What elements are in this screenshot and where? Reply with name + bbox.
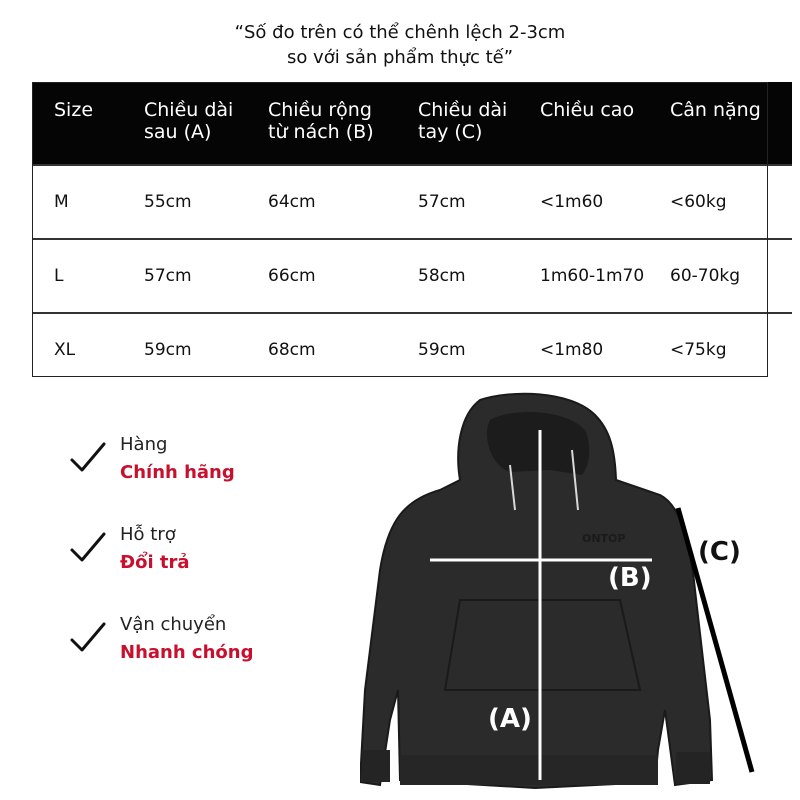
feature-value: Chính hãng — [120, 462, 235, 483]
cell-back-length: 55cm — [144, 165, 268, 239]
feature-value: Đổi trả — [120, 552, 190, 573]
cell-chest-width: 66cm — [268, 239, 418, 313]
cell-weight: <60kg — [670, 165, 792, 239]
label-b: (B) — [608, 563, 652, 593]
cell-back-length: 57cm — [144, 239, 268, 313]
note-line-2: so với sản phẩm thực tế” — [286, 47, 514, 68]
feature-label: Hỗ trợ — [120, 524, 176, 545]
left-cuff — [362, 750, 390, 782]
measurement-note — [0, 20, 800, 70]
header-chest-width: Chiều rộng từ nách (B) — [268, 82, 418, 165]
table-row — [32, 313, 792, 386]
feature-label: Hàng — [120, 434, 168, 455]
label-c: (C) — [698, 537, 741, 567]
cell-chest-width: 68cm — [268, 313, 418, 386]
cell-size: L — [32, 239, 144, 313]
feature-list — [60, 430, 320, 700]
label-a: (A) — [488, 704, 532, 734]
waistband — [400, 755, 658, 785]
table-row — [32, 239, 792, 313]
header-sleeve-length: Chiều dài tay (C) — [418, 82, 540, 165]
cell-sleeve-length: 59cm — [418, 313, 540, 386]
note-line-1: “Số đo trên có thể chênh lệch 2-3cm — [234, 22, 566, 43]
header-weight: Cân nặng — [670, 82, 792, 165]
feature-value: Nhanh chóng — [120, 642, 254, 663]
size-chart-table — [32, 82, 792, 386]
header-height: Chiều cao — [540, 82, 670, 165]
header-size: Size — [32, 82, 144, 165]
table-header-row — [32, 82, 792, 165]
cell-weight: 60-70kg — [670, 239, 792, 313]
cell-back-length: 59cm — [144, 313, 268, 386]
checkmark-icon — [68, 438, 108, 478]
cell-height: <1m80 — [540, 313, 670, 386]
cell-height: <1m60 — [540, 165, 670, 239]
hoodie-diagram — [360, 390, 780, 795]
feature-authentic — [60, 430, 320, 520]
feature-shipping — [60, 610, 320, 700]
feature-returns — [60, 520, 320, 610]
feature-label: Vận chuyển — [120, 614, 227, 635]
cell-sleeve-length: 58cm — [418, 239, 540, 313]
cell-weight: <75kg — [670, 313, 792, 386]
cell-size: M — [32, 165, 144, 239]
cell-height: 1m60-1m70 — [540, 239, 670, 313]
checkmark-icon — [68, 618, 108, 658]
hoodie-logo: ONTOP — [582, 532, 626, 545]
cell-chest-width: 64cm — [268, 165, 418, 239]
cell-size: XL — [32, 313, 144, 386]
right-cuff — [676, 752, 710, 784]
table-row — [32, 165, 792, 239]
cell-sleeve-length: 57cm — [418, 165, 540, 239]
header-back-length: Chiều dài sau (A) — [144, 82, 268, 165]
checkmark-icon — [68, 528, 108, 568]
